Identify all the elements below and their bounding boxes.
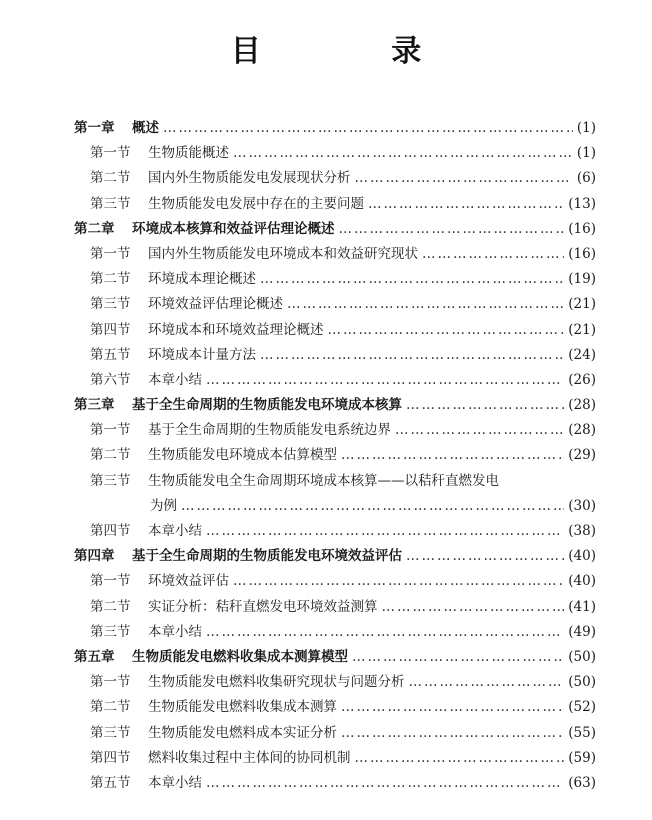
toc-entry-number: 第三章 bbox=[74, 397, 115, 414]
toc-leader-dots bbox=[341, 721, 564, 746]
toc-chapter-entry bbox=[74, 217, 596, 242]
toc-entry-number: 第二节 bbox=[90, 170, 131, 187]
toc-leader-dots bbox=[406, 393, 564, 418]
toc-page-number: (21) bbox=[568, 321, 596, 338]
toc-entry-number: 第一节 bbox=[90, 245, 131, 262]
toc-entry-title: 生物质能发电燃料成本实证分析 bbox=[148, 724, 337, 741]
toc-section-entry bbox=[74, 292, 596, 317]
toc-section-entry bbox=[74, 721, 596, 746]
toc-section-entry bbox=[74, 267, 596, 292]
toc-leader-dots bbox=[368, 192, 564, 217]
toc-leader-dots bbox=[352, 645, 564, 670]
toc-section-entry bbox=[74, 746, 596, 771]
toc-entry-number: 第一章 bbox=[74, 120, 115, 136]
toc-entry-title: 生物质能概述 bbox=[148, 145, 229, 162]
toc-entry-title: 生物质能发电燃料收集研究现状与问题分析 bbox=[148, 674, 405, 691]
toc-page-number: (16) bbox=[568, 245, 596, 262]
toc-entry-number: 第一节 bbox=[90, 573, 131, 590]
toc-entry-title: 本章小结 bbox=[148, 523, 202, 539]
toc-section-entry bbox=[74, 318, 596, 343]
toc-leader-dots bbox=[260, 267, 564, 292]
toc-page-number: (40) bbox=[568, 573, 596, 590]
toc-entry-number: 第五节 bbox=[90, 774, 131, 791]
toc-entry-number: 第一节 bbox=[90, 145, 131, 162]
toc-page-number: (13) bbox=[568, 195, 596, 212]
toc-section-entry bbox=[74, 443, 596, 468]
toc-leader-dots bbox=[341, 695, 564, 720]
toc-entry-number: 第五节 bbox=[90, 346, 131, 363]
toc-leader-dots bbox=[422, 242, 564, 267]
toc-entry-number: 第二章 bbox=[74, 220, 115, 237]
toc-section-entry bbox=[74, 620, 596, 645]
toc-leader-dots bbox=[287, 292, 564, 317]
toc-page-number: (29) bbox=[568, 447, 596, 464]
page-title: 目 录 bbox=[230, 34, 482, 69]
toc-entry-number: 第四节 bbox=[90, 321, 131, 338]
toc-leader-dots bbox=[181, 494, 564, 519]
toc-entry-title: 为例 bbox=[150, 497, 177, 514]
toc-leader-dots bbox=[206, 368, 564, 393]
toc-leader-dots bbox=[409, 670, 565, 695]
toc-section-entry bbox=[74, 670, 596, 695]
toc-page-number: (50) bbox=[568, 648, 596, 665]
toc-section-entry bbox=[74, 494, 596, 519]
toc-entry-title: 环境成本核算和效益评估理论概述 bbox=[132, 220, 335, 237]
toc-page-number: (1) bbox=[576, 120, 596, 136]
toc-page-number: (19) bbox=[568, 271, 596, 288]
toc-entry-title: 生物质能发电环境成本估算模型 bbox=[148, 447, 337, 464]
toc-entry-title: 本章小结 bbox=[148, 774, 202, 791]
toc-entry-number: 第三节 bbox=[90, 296, 131, 313]
toc-leader-dots bbox=[163, 116, 573, 141]
toc-entry-number: 第三节 bbox=[90, 472, 131, 489]
toc-entry-number: 第二节 bbox=[90, 699, 131, 716]
toc-leader-dots bbox=[233, 569, 564, 594]
toc-entry-title: 基于全生命周期的生物质能发电环境成本核算 bbox=[132, 397, 402, 414]
toc-chapter-entry bbox=[74, 544, 596, 569]
toc-section-entry bbox=[74, 242, 596, 267]
toc-section-entry bbox=[74, 519, 596, 544]
toc-section-entry bbox=[74, 469, 596, 494]
toc-page-number: (6) bbox=[576, 170, 596, 187]
toc-entry-title: 国内外生物质能发电发展现状分析 bbox=[148, 170, 351, 187]
toc-chapter-entry bbox=[74, 645, 596, 670]
toc-leader-dots bbox=[206, 519, 564, 544]
toc-entry-title: 燃料收集过程中主体间的协同机制 bbox=[148, 749, 351, 766]
toc-leader-dots bbox=[260, 343, 564, 368]
toc-section-entry bbox=[74, 141, 596, 166]
toc-entry-number: 第三节 bbox=[90, 724, 131, 741]
toc-section-entry bbox=[74, 418, 596, 443]
toc-page-number: (21) bbox=[568, 296, 596, 313]
toc-entry-title: 生物质能发电全生命周期环境成本核算——以秸秆直燃发电 bbox=[148, 472, 499, 489]
toc-page-number: (16) bbox=[568, 220, 596, 237]
toc-leader-dots bbox=[206, 771, 564, 796]
toc-entry-number: 第一节 bbox=[90, 422, 131, 439]
toc-leader-dots bbox=[355, 166, 573, 191]
toc-page-number: (52) bbox=[568, 699, 596, 716]
toc-leader-dots bbox=[406, 544, 564, 569]
toc-entry-title: 生物质能发电燃料收集成本测算 bbox=[148, 699, 337, 716]
toc-page-number: (63) bbox=[568, 774, 596, 791]
toc-leader-dots bbox=[341, 443, 564, 468]
toc-section-entry bbox=[74, 595, 596, 620]
toc-entry-number: 第二节 bbox=[90, 271, 131, 288]
toc-entry-title: 基于全生命周期的生物质能发电环境效益评估 bbox=[132, 548, 402, 565]
toc-page-number: (59) bbox=[568, 749, 596, 766]
toc-section-entry bbox=[74, 368, 596, 393]
toc-section-entry bbox=[74, 771, 596, 796]
toc-entry-number: 第六节 bbox=[90, 371, 131, 388]
toc-page-number: (1) bbox=[576, 145, 596, 162]
toc-page-number: (28) bbox=[568, 397, 596, 414]
toc-entry-title: 环境效益评估 bbox=[148, 573, 229, 590]
toc-page-number: (38) bbox=[568, 523, 596, 539]
toc-page-number: (30) bbox=[568, 497, 596, 514]
toc-chapter-entry bbox=[74, 393, 596, 418]
toc-entry-title: 实证分析：秸秆直燃发电环境效益测算 bbox=[148, 598, 378, 615]
toc-entry-title: 本章小结 bbox=[148, 371, 202, 388]
toc-page-number: (49) bbox=[568, 623, 596, 640]
toc-section-entry bbox=[74, 569, 596, 594]
toc-section-entry bbox=[74, 343, 596, 368]
toc-entry-title: 本章小结 bbox=[148, 623, 202, 640]
toc-leader-dots bbox=[328, 318, 565, 343]
toc-list bbox=[74, 116, 596, 796]
toc-leader-dots bbox=[355, 746, 565, 771]
toc-page-number: (41) bbox=[568, 598, 596, 615]
toc-section-entry bbox=[74, 695, 596, 720]
toc-leader-dots bbox=[233, 141, 573, 166]
toc-section-entry bbox=[74, 192, 596, 217]
toc-entry-title: 环境成本和环境效益理论概述 bbox=[148, 321, 324, 338]
toc-entry-title: 生物质能发电发展中存在的主要问题 bbox=[148, 195, 364, 212]
toc-entry-number: 第四章 bbox=[74, 548, 115, 565]
toc-entry-title: 国内外生物质能发电环境成本和效益研究现状 bbox=[148, 245, 418, 262]
toc-entry-title: 基于全生命周期的生物质能发电系统边界 bbox=[148, 422, 391, 439]
toc-section-entry bbox=[74, 166, 596, 191]
toc-entry-title: 概述 bbox=[132, 120, 159, 136]
toc-leader-dots bbox=[206, 620, 564, 645]
toc-entry-title: 生物质能发电燃料收集成本测算模型 bbox=[132, 648, 348, 665]
toc-entry-title: 环境效益评估理论概述 bbox=[148, 296, 283, 313]
toc-page-number: (24) bbox=[568, 346, 596, 363]
toc-entry-number: 第二节 bbox=[90, 447, 131, 464]
toc-chapter-entry bbox=[74, 116, 596, 141]
toc-leader-dots bbox=[395, 418, 564, 443]
toc-page-number: (40) bbox=[568, 548, 596, 565]
toc-entry-number: 第二节 bbox=[90, 598, 131, 615]
toc-leader-dots bbox=[339, 217, 565, 242]
toc-entry-number: 第三节 bbox=[90, 623, 131, 640]
toc-page-number: (50) bbox=[568, 674, 596, 691]
toc-entry-number: 第五章 bbox=[74, 648, 115, 665]
toc-entry-number: 第三节 bbox=[90, 195, 131, 212]
toc-entry-number: 第四节 bbox=[90, 523, 131, 539]
toc-page-number: (26) bbox=[568, 371, 596, 388]
toc-entry-title: 环境成本计量方法 bbox=[148, 346, 256, 363]
toc-leader-dots bbox=[382, 595, 565, 620]
toc-page-number: (28) bbox=[568, 422, 596, 439]
toc-entry-title: 环境成本理论概述 bbox=[148, 271, 256, 288]
toc-page-number: (55) bbox=[568, 724, 596, 741]
toc-entry-number: 第四节 bbox=[90, 749, 131, 766]
toc-entry-number: 第一节 bbox=[90, 674, 131, 691]
